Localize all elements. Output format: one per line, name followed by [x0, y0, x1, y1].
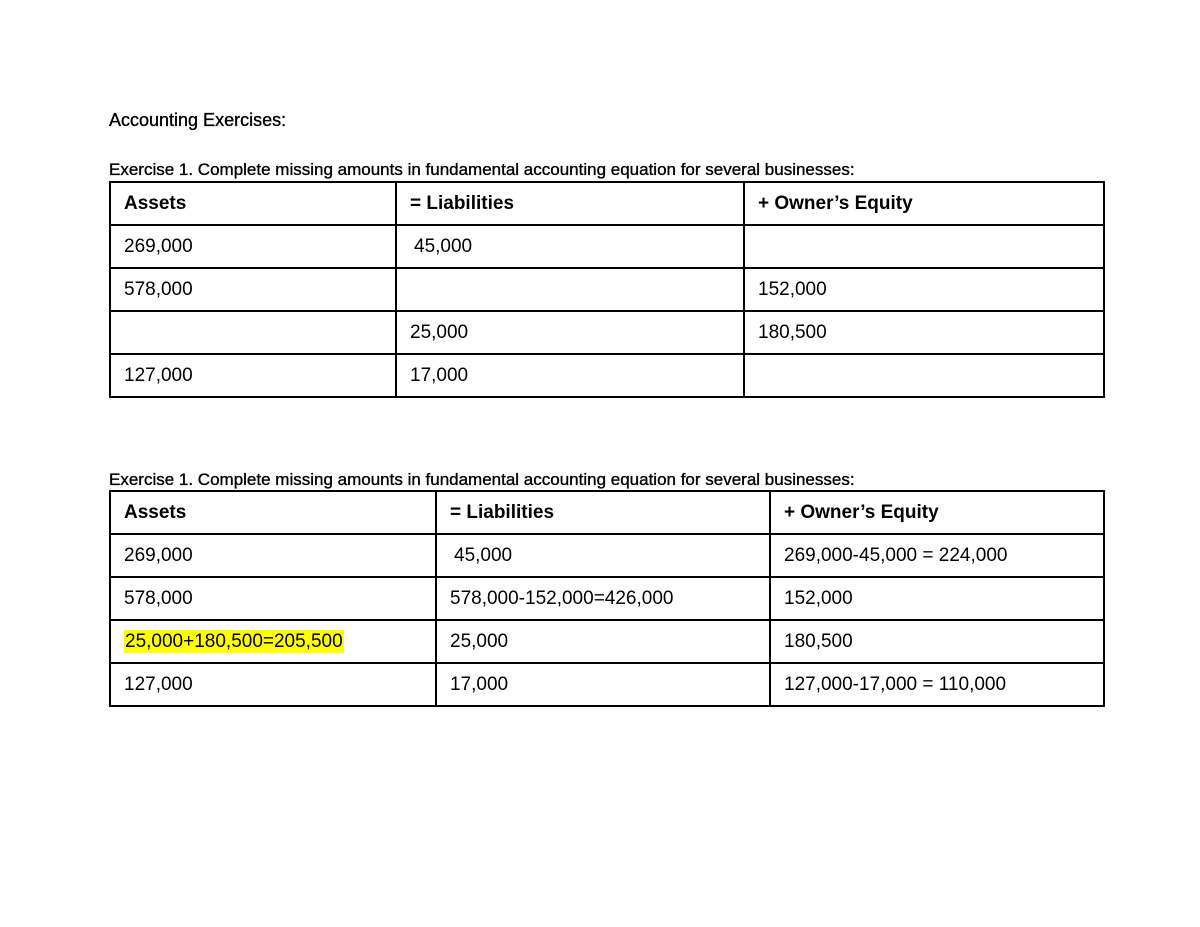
- assets-cell: 269,000: [110, 534, 436, 577]
- owners-equity-cell: [744, 225, 1104, 268]
- liabilities-cell: [436, 534, 770, 577]
- column-header-liabilities: = Liabilities: [436, 491, 770, 534]
- document-title: Accounting Exercises:: [109, 110, 287, 130]
- exercise-heading: Exercise 1. Complete missing amounts in fundamental accounting equation for several businesses:: [109, 470, 855, 489]
- accounting-equation-table-blank: [109, 181, 1105, 398]
- table-row: [110, 225, 1104, 268]
- owners-equity-cell: 127,000-17,000 = 110,000: [770, 663, 1104, 706]
- owners-equity-cell: 152,000: [744, 268, 1104, 311]
- exercise-heading: Exercise 1. Complete missing amounts in fundamental accounting equation for several businesses:: [109, 160, 855, 179]
- assets-cell: 269,000: [110, 225, 396, 268]
- column-header-liabilities: = Liabilities: [396, 182, 744, 225]
- table-header-row: [110, 182, 1104, 225]
- table-row: [110, 534, 1104, 577]
- liabilities-value: 45,000: [454, 544, 513, 566]
- assets-cell: 578,000: [110, 577, 436, 620]
- assets-cell: [110, 311, 396, 354]
- table-header-row: [110, 491, 1104, 534]
- column-header-assets: Assets: [110, 491, 436, 534]
- table-row: [110, 577, 1104, 620]
- owners-equity-cell: 180,500: [744, 311, 1104, 354]
- owners-equity-cell: 269,000-45,000 = 224,000: [770, 534, 1104, 577]
- column-header-owners-equity: + Owner’s Equity: [744, 182, 1104, 225]
- table-row: [110, 663, 1104, 706]
- liabilities-cell: 578,000-152,000=426,000: [436, 577, 770, 620]
- owners-equity-cell: 152,000: [770, 577, 1104, 620]
- owners-equity-cell: 180,500: [770, 620, 1104, 663]
- column-header-owners-equity: + Owner’s Equity: [770, 491, 1104, 534]
- liabilities-value: 45,000: [414, 235, 473, 257]
- liabilities-cell: 17,000: [436, 663, 770, 706]
- table-row: [110, 311, 1104, 354]
- liabilities-cell: [396, 225, 744, 268]
- assets-cell: 578,000: [110, 268, 396, 311]
- table-row: [110, 354, 1104, 397]
- assets-cell: 127,000: [110, 663, 436, 706]
- table-row: [110, 268, 1104, 311]
- accounting-equation-table-answers: [109, 490, 1105, 707]
- assets-cell: [110, 620, 436, 663]
- table-row: [110, 620, 1104, 663]
- liabilities-cell: 17,000: [396, 354, 744, 397]
- liabilities-cell: [396, 268, 744, 311]
- owners-equity-cell: [744, 354, 1104, 397]
- column-header-assets: Assets: [110, 182, 396, 225]
- assets-cell: 127,000: [110, 354, 396, 397]
- liabilities-cell: 25,000: [436, 620, 770, 663]
- liabilities-cell: 25,000: [396, 311, 744, 354]
- highlighted-answer: 25,000+180,500=205,500: [125, 630, 343, 652]
